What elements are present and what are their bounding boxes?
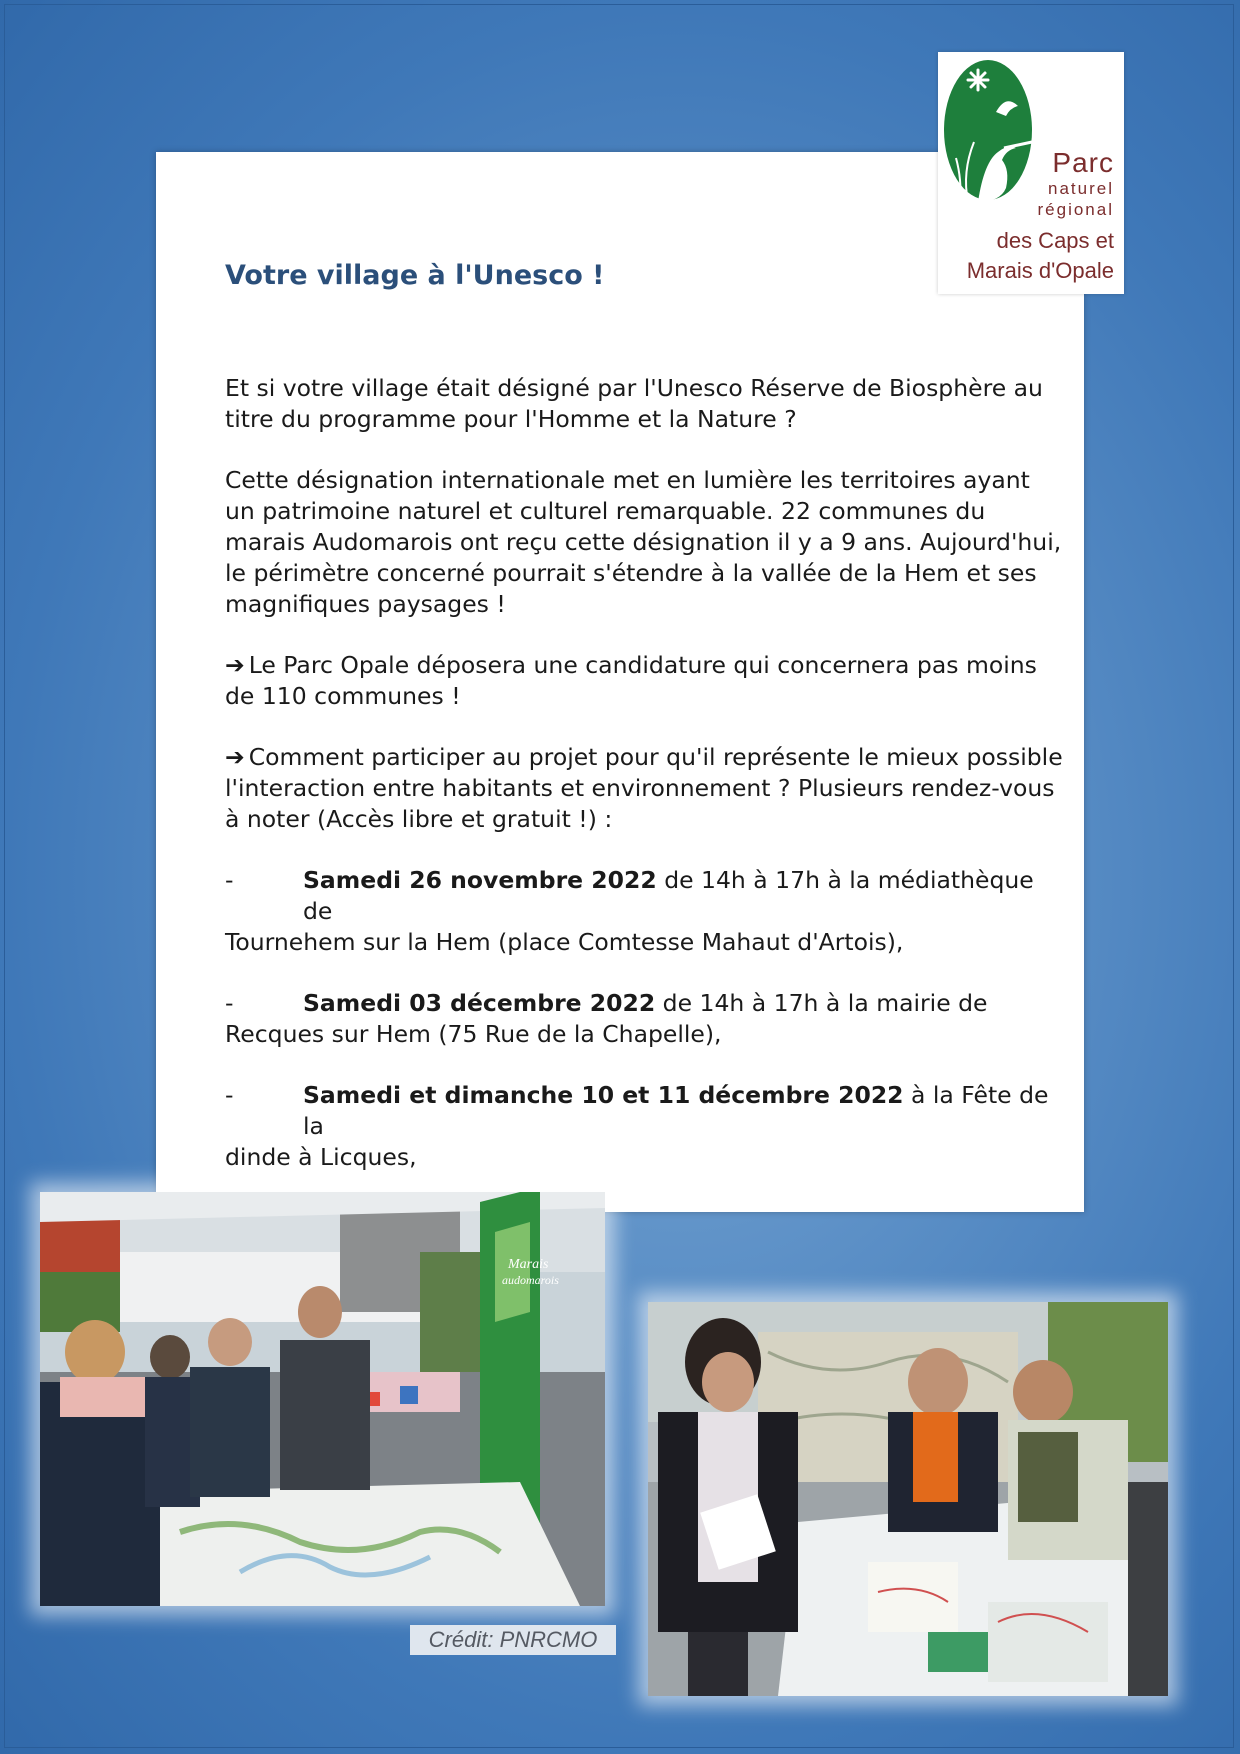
event-item bbox=[225, 988, 1065, 1050]
event-text bbox=[225, 1080, 1065, 1173]
page-title: Votre village à l'Unesco ! bbox=[225, 260, 605, 291]
event-detail: de 14h à 17h à la médiathèque de bbox=[303, 866, 1034, 925]
event-location: dinde à Licques, bbox=[225, 1143, 417, 1171]
paragraph-designation: Cette désignation internationale met en lumière les territoires ayant un patrimoine naturel et culturel remarquable. 22 communes du marais Audomarois ont reçu cette désignation il y a 9 ans. Aujourd'hui, le périmètre concerné pourrait s'étendre à la vallée de la Hem et ses magnifiques paysages ! bbox=[225, 466, 1062, 618]
arrow-item-candidature bbox=[225, 650, 1065, 712]
dash-bullet: - bbox=[225, 1081, 234, 1109]
event-location: Tournehem sur la Hem (place Comtesse Mahaut d'Artois), bbox=[225, 928, 904, 956]
event-date: Samedi 26 novembre 2022 bbox=[303, 866, 657, 894]
dash-bullet: - bbox=[225, 866, 234, 894]
logo-naturel: naturel bbox=[1048, 179, 1114, 198]
photo-credit: Crédit: PNRCMO bbox=[410, 1625, 616, 1655]
event-location: Recques sur Hem (75 Rue de la Chapelle), bbox=[225, 1020, 722, 1048]
dash-bullet: - bbox=[225, 989, 234, 1017]
arrow-right-icon: ➔ bbox=[225, 651, 245, 679]
event-date: Samedi et dimanche 10 et 11 décembre 2022 bbox=[303, 1081, 904, 1109]
event-text bbox=[225, 988, 1065, 1050]
event-detail: à la Fête de la bbox=[303, 1081, 1049, 1140]
article-body bbox=[225, 260, 1065, 1203]
arrow-item-participer bbox=[225, 742, 1065, 835]
logo-regional: régional bbox=[1037, 200, 1114, 219]
photo-tent-relief-map bbox=[40, 1192, 605, 1606]
arrow-right-icon: ➔ bbox=[225, 743, 245, 771]
arrow-item-text: Le Parc Opale déposera une candidature qui concernera pas moins de 110 communes ! bbox=[225, 651, 1037, 710]
park-logo bbox=[938, 52, 1124, 294]
banner-text-marais: Marais bbox=[508, 1257, 549, 1272]
photo-map-workshop bbox=[648, 1302, 1168, 1696]
event-date: Samedi 03 décembre 2022 bbox=[303, 989, 656, 1017]
banner-text-audomarois: audomarois bbox=[502, 1273, 559, 1287]
paragraph-intro: Et si votre village était désigné par l'Unesco Réserve de Biosphère au titre du programme pour l'Homme et la Nature ? bbox=[225, 374, 1043, 433]
event-item bbox=[225, 1080, 1065, 1173]
event-text bbox=[225, 865, 1065, 958]
logo-marais: Marais d'Opale bbox=[966, 258, 1114, 283]
arrow-item-text: Comment participer au projet pour qu'il représente le mieux possible l'interaction entre habitants et environnement ? Plusieurs rendez-vous à noter (Accès libre et gratuit !) : bbox=[225, 743, 1063, 833]
logo-parc: Parc bbox=[1052, 147, 1114, 178]
logo-caps: des Caps et bbox=[996, 228, 1114, 253]
event-item bbox=[225, 865, 1065, 958]
event-detail: de 14h à 17h à la mairie de bbox=[655, 989, 988, 1017]
